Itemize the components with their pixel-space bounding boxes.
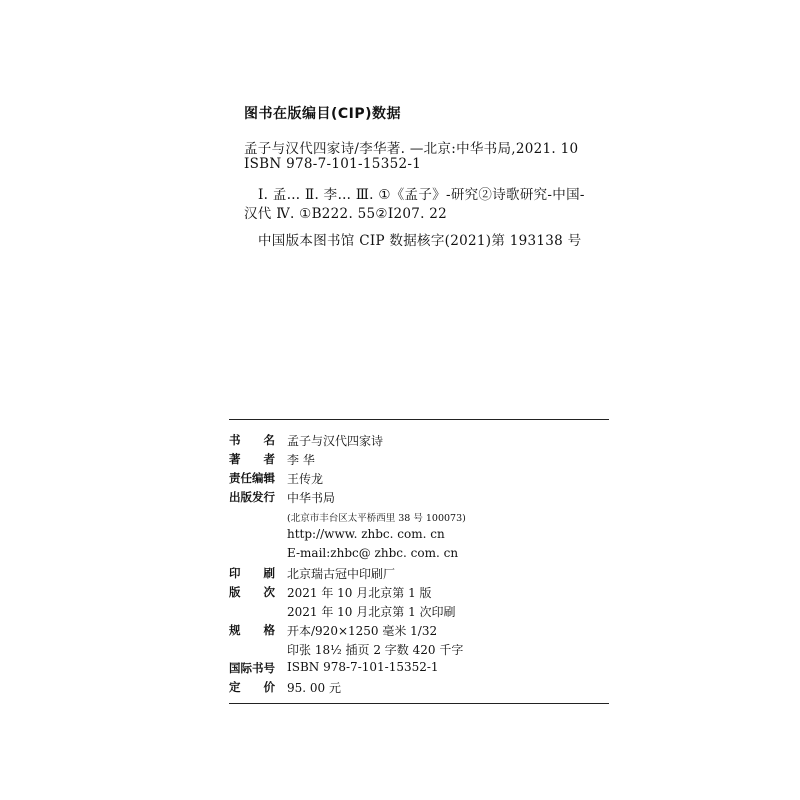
bottom-divider: [229, 703, 609, 704]
edition-row: [229, 584, 609, 604]
author-row: [229, 451, 609, 471]
editor-row: [229, 470, 609, 490]
editor-value: 王传龙: [287, 472, 324, 486]
format-row: [229, 622, 609, 642]
publisher-url-row: [229, 527, 609, 547]
sheets-row: [229, 641, 609, 661]
printing-row: [229, 603, 609, 623]
publisher-address-row: [229, 508, 609, 528]
publisher-email-row: [229, 546, 609, 566]
publisher-value: 中华书局: [287, 491, 336, 505]
title-value: 孟子与汉代四家诗: [287, 434, 384, 448]
format-label: 规 格: [229, 623, 275, 637]
printing-value: 2021 年 10 月北京第 1 次印刷: [287, 605, 456, 619]
edition-label: 版 次: [229, 585, 275, 599]
sheets-value: 印张 18½ 插页 2 字数 420 千字: [287, 643, 464, 657]
price-value: 95. 00 元: [287, 681, 341, 695]
cip-title-line: 孟子与汉代四家诗/李华著. —北京:中华书局,2021. 10: [244, 141, 579, 157]
publisher-row: [229, 489, 609, 509]
top-divider: [229, 419, 609, 420]
isbn-value: ISBN 978-7-101-15352-1: [287, 660, 439, 674]
cip-classification-line-2: 汉代 Ⅳ. ①B222. 55②I207. 22: [244, 206, 448, 222]
author-label: 著 者: [229, 452, 275, 466]
cip-heading: 图书在版编目(CIP)数据: [244, 106, 402, 122]
printer-value: 北京瑞古冠中印刷厂: [287, 567, 396, 581]
title-row: [229, 432, 609, 452]
author-value: 李 华: [287, 453, 315, 467]
cip-isbn-line: ISBN 978-7-101-15352-1: [244, 156, 422, 172]
cip-classification-line-1: Ⅰ. 孟… Ⅱ. 李… Ⅲ. ①《孟子》-研究②诗歌研究-中国-: [258, 187, 585, 203]
publisher-email: E-mail:zhbc@ zhbc. com. cn: [287, 546, 459, 560]
publisher-url: http://www. zhbc. com. cn: [287, 527, 445, 541]
title-label: 书 名: [229, 433, 275, 447]
printer-row: [229, 565, 609, 585]
cip-record-line: 中国版本图书馆 CIP 数据核字(2021)第 193138 号: [258, 233, 582, 249]
publisher-address: (北京市丰台区太平桥西里 38 号 100073): [287, 513, 466, 524]
price-label: 定 价: [229, 680, 275, 694]
price-row: [229, 679, 609, 699]
format-value: 开本/920×1250 毫米 1/32: [287, 624, 438, 638]
editor-label: 责任编辑: [229, 471, 275, 485]
isbn-label: 国际书号: [229, 661, 275, 675]
printer-label: 印 刷: [229, 566, 275, 580]
publisher-label: 出版发行: [229, 490, 275, 504]
edition-value: 2021 年 10 月北京第 1 版: [287, 586, 432, 600]
isbn-row: [229, 660, 609, 680]
